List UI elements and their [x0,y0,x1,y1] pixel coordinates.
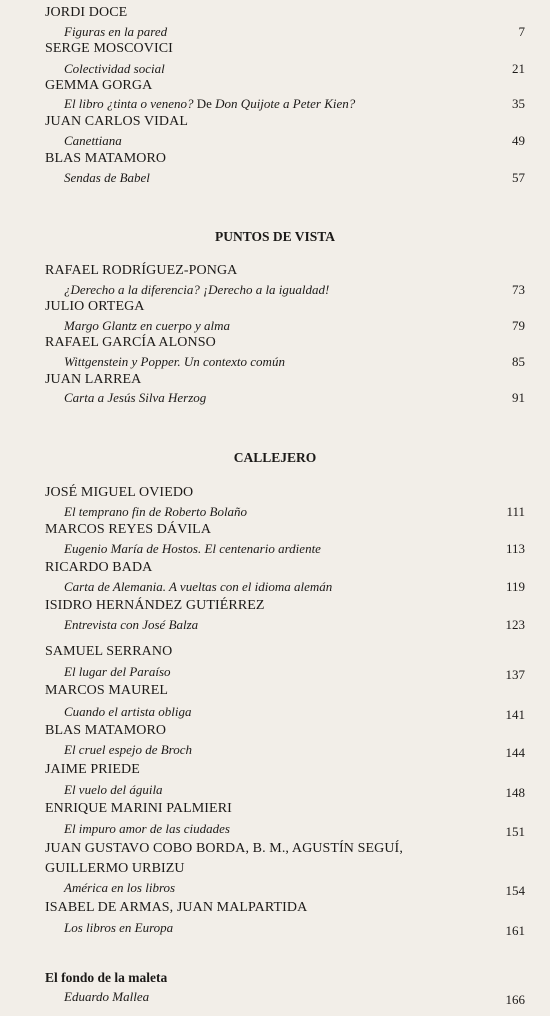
entry-title: Eugenio María de Hostos. El centenario ardiente [64,541,321,556]
entry-author: BLAS MATAMORO [45,151,167,166]
entry-title: Eduardo Mallea [64,989,150,1004]
entry-author: BLAS MATAMORO [45,723,167,738]
entry-author: SAMUEL SERRANO [45,644,173,659]
entry-title: Cuando el artista obliga [64,704,192,719]
entry-page: 119 [505,579,525,594]
entry-page: 161 [505,923,525,938]
section-heading: PUNTOS DE VISTA [214,229,336,244]
entry-author: ISABEL DE ARMAS, JUAN MALPARTIDA [45,900,308,915]
entry-page: 73 [512,282,525,297]
entry-title: Figuras en la pared [64,24,168,39]
entry-page: 91 [512,390,525,405]
entry-page: 21 [512,61,525,76]
entry-author: RAFAEL GARCÍA ALONSO [45,335,216,350]
entry-page: 49 [512,133,525,148]
entry-author: MARCOS MAUREL [45,683,169,698]
entry-title: El impuro amor de las ciudades [64,821,230,836]
entry-author: JULIO ORTEGA [45,299,145,314]
entry-author: JUAN CARLOS VIDAL [45,114,189,129]
entry-page: 137 [505,667,525,682]
entry-author: MARCOS REYES DÁVILA [45,522,212,537]
entry-title: El vuelo del águila [64,782,163,797]
entry-page: 151 [505,824,525,839]
entry-author: RICARDO BADA [45,560,153,575]
entry-page: 35 [512,96,525,111]
entry-author: JUAN GUSTAVO COBO BORDA, B. M., AGUSTÍN SEGUÍ, [45,841,403,856]
entry-title: Carta a Jesús Silva Herzog [64,390,207,405]
entry-author: SERGE MOSCOVICI [45,41,173,56]
entry-title: ¿Derecho a la diferencia? ¡Derecho a la igualdad! [64,282,330,297]
entry-author: JUAN LARREA [45,372,142,387]
entry-page: 85 [512,354,525,369]
entry-page: 113 [505,541,525,556]
entry-title: Sendas de Babel [64,170,150,185]
entry-page: 144 [505,745,525,760]
entry-author: JORDI DOCE [45,5,128,20]
entry-author: ISIDRO HERNÁNDEZ GUTIÉRREZ [45,598,265,613]
entry-page: 141 [505,707,525,722]
entry-author: RAFAEL RODRÍGUEZ-PONGA [45,263,238,278]
entry-title: El cruel espejo de Broch [64,742,193,757]
entry-title: El libro ¿tinta o veneno? De Don Quijote a Peter Kien? [64,96,356,111]
entry-author: JAIME PRIEDE [45,762,140,777]
entry-page: 148 [505,785,525,800]
section-heading: El fondo de la maleta [45,970,168,985]
entry-page: 123 [505,617,525,632]
entry-title: Los libros en Europa [64,920,174,935]
entry-title: El lugar del Paraíso [64,664,171,679]
entry-title: Entrevista con José Balza [64,617,199,632]
entry-page: 79 [512,318,525,333]
section-heading: CALLEJERO [233,450,317,465]
entry-title: Colectividad social [64,61,165,76]
entry-author: JOSÉ MIGUEL OVIEDO [45,485,194,500]
entry-title: Wittgenstein y Popper. Un contexto común [64,354,285,369]
entry-title: América en los libros [64,880,176,895]
entry-author: GUILLERMO URBIZU [45,861,185,876]
entry-page: 154 [505,883,525,898]
entry-author: ENRIQUE MARINI PALMIERI [45,801,232,816]
entry-title: Margo Glantz en cuerpo y alma [64,318,230,333]
entry-page: 111 [506,504,525,519]
entry-page: 7 [518,24,525,39]
entry-title: El temprano fin de Roberto Bolaño [64,504,248,519]
entry-page: 166 [505,992,525,1007]
entry-page: 57 [512,170,525,185]
entry-title: Carta de Alemania. A vueltas con el idioma alemán [64,579,333,594]
entry-author: GEMMA GORGA [45,78,153,93]
entry-title: Canettiana [64,133,122,148]
